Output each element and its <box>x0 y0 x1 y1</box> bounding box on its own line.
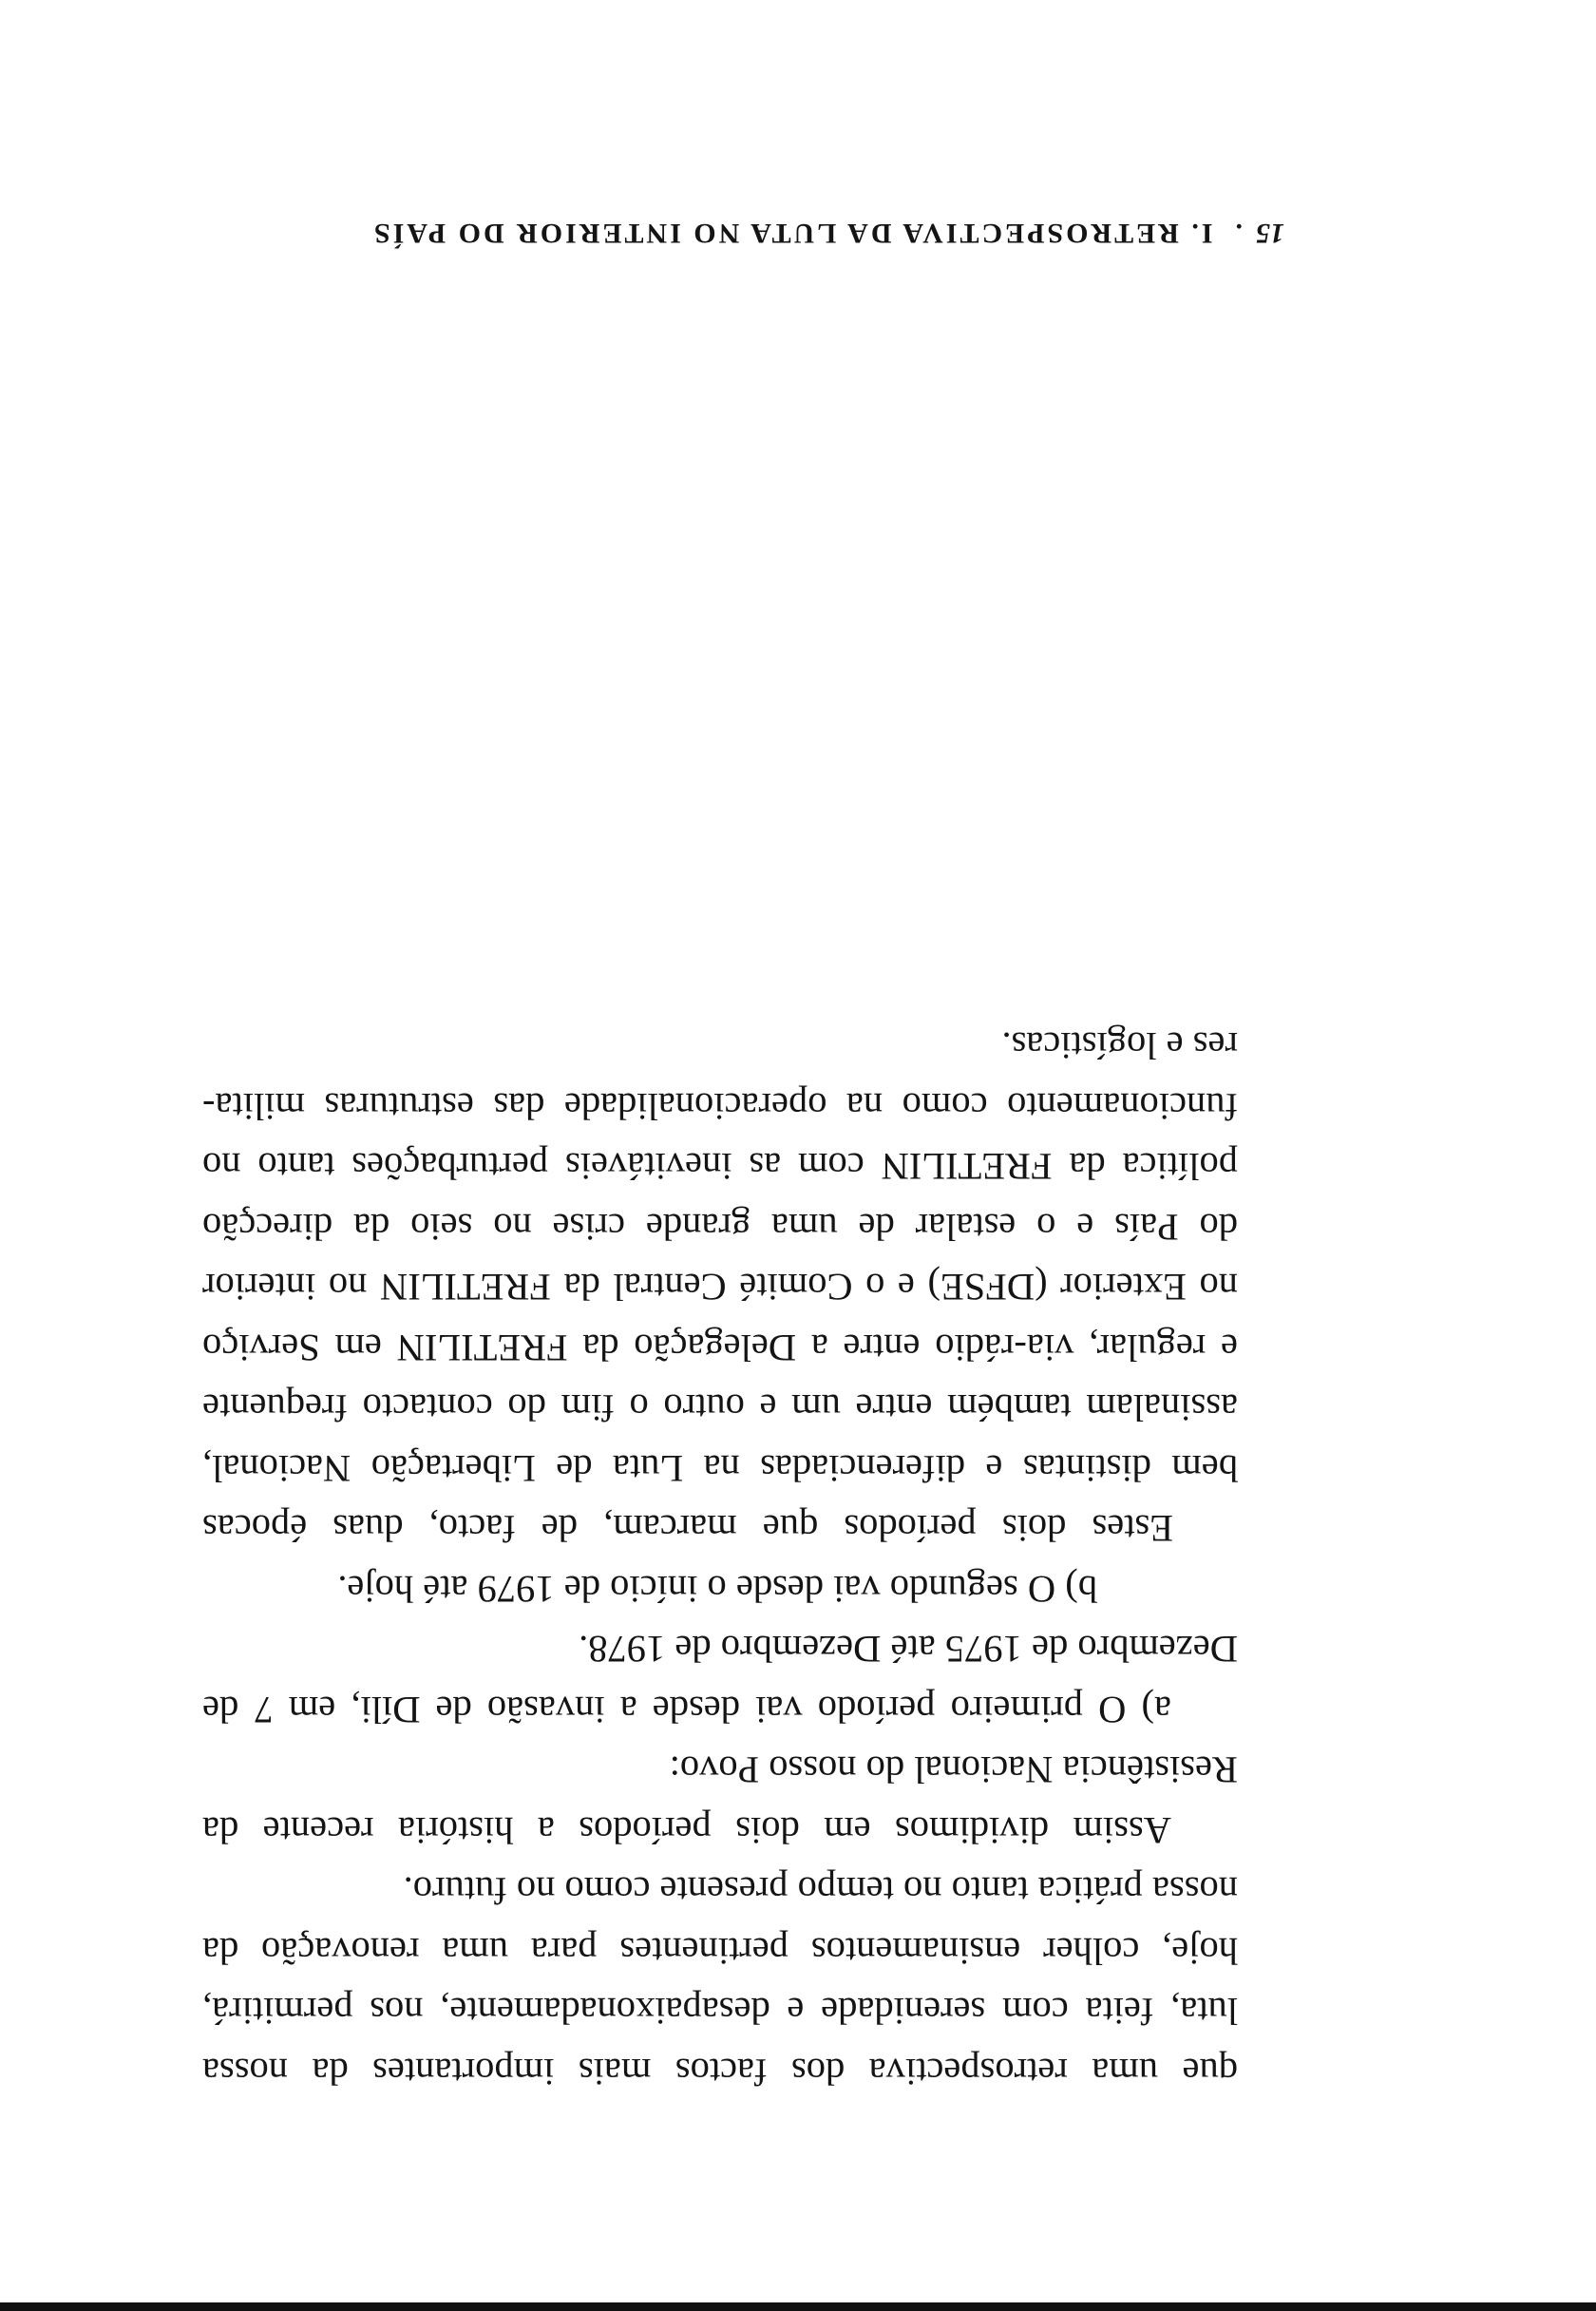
text-line: Resistência Nacional do nosso Povo: <box>669 1748 1238 1792</box>
text-line: luta, feita com serenidade e desapaixonadamente, nos permitirá, <box>202 1990 1238 2034</box>
running-header <box>296 217 1284 249</box>
list-item-b: b) O segundo vai desde o início de 1979 até hoje. <box>337 1568 1097 1611</box>
chapter-title: I. RETROSPECTIVA DA LUTA NO INTERIOR DO PAÍS <box>370 218 1213 249</box>
text-line: bem distintas e diferenciadas na Luta de Libertação Nacional, <box>202 1447 1238 1490</box>
text-line: Assim dividimos em dois períodos a história recente da <box>202 1809 1171 1852</box>
text-line: do País e o estalar de uma grande crise no seio da direcção <box>202 1206 1238 1249</box>
text-line: res e logísticas. <box>1001 1024 1238 1068</box>
text-line: nossa prática tanto no tempo presente como no futuro. <box>403 1869 1238 1913</box>
text-line: Dezembro de 1975 até Dezembro de 1978. <box>579 1628 1238 1671</box>
text-line: hoje, colher ensinamentos pertinentes para uma renovação da <box>202 1930 1238 1973</box>
list-item-a: a) O primeiro período vai desde a invasão de Díli, em 7 de <box>202 1689 1171 1731</box>
text-line: política da FRETILIN com as inevitáveis perturbações tanto no <box>202 1145 1238 1189</box>
text-line: assinalam também entre um e outro o fim do contacto frequente <box>202 1386 1238 1430</box>
header-separator: . <box>1232 218 1243 249</box>
text-line: Estes dois períodos que marcam, de facto, duas épocas <box>202 1507 1173 1551</box>
page-number: 15 <box>1256 218 1284 249</box>
body-text <box>202 1016 1238 2102</box>
text-line: funcionamento como na operacionalidade das estruturas milita- <box>202 1085 1238 1128</box>
text-line: e regular, via-rádio entre a Delegação da FRETILIN em Serviço <box>202 1327 1238 1369</box>
page-edge-rule <box>0 2302 1596 2311</box>
text-line: que uma retrospectiva dos factos mais importantes da nossa <box>202 2051 1238 2093</box>
text-line: no Exterior (DFSE) e o Comité Central da FRETILIN no interior <box>202 1266 1238 1309</box>
